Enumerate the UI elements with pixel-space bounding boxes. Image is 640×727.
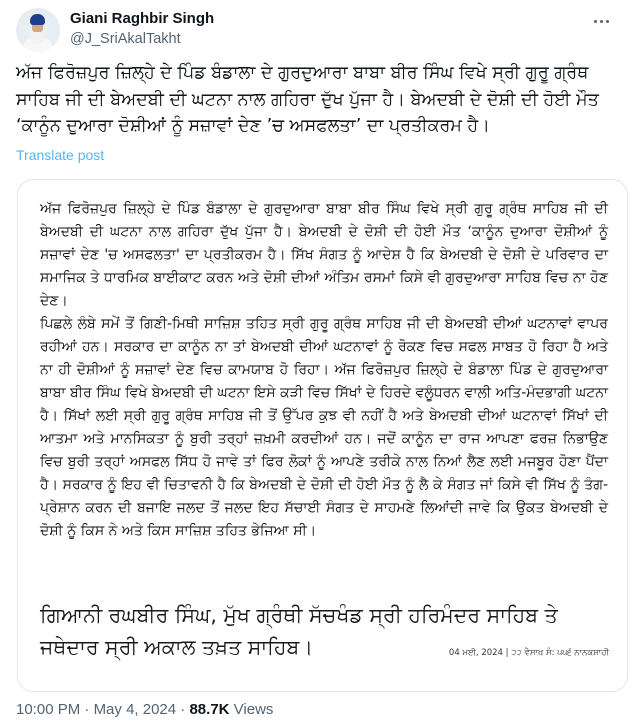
author-display-name[interactable]: Giani Raghbir Singh	[70, 10, 215, 27]
dot	[606, 20, 609, 23]
translate-post-link[interactable]: Translate post	[16, 147, 105, 163]
statement-paragraph: ਅੱਜ ਫਿਰੋਜ਼ਪੁਰ ਜ਼ਿਲ੍ਹੇ ਦੇ ਪਿੰਡ ਬੰਡਾਲਾ ਦੇ ਗੁਰਦੁਆਰਾ ਬਾਬਾ ਬੀਰ ਸਿੰਘ ਵਿਖੇ ਸ੍ਰੀ ਗੁਰੂ ਗ੍ਰੰਥ ਸਾਹਿਬ ਜੀ ਦੀ ਬੇਅਦਬੀ ਦੀ ਘਟਨਾ ਨਾਲ ਗਹਿਰਾ ਦੁੱਖ ਪੁੱਜਾ ਹੈ। ਬੇਅਦਬੀ ਦੇ ਦੋਸ਼ੀ ਦੀ ਹੋਈ ਮੌਤ ‘ਕਾਨੂੰਨ ਦੁਆਰਾ ਦੋਸ਼ੀਆਂ ਨੂੰ ਸਜ਼ਾਵਾਂ ਦੇਣ 'ਚ ਅਸਫਲਤਾ' ਦਾ ਪ੍ਰਤੀਕਰਮ ਹੈ। ਸਿੱਖ ਸੰਗਤ ਨੂੰ ਆਦੇਸ਼ ਹੈ ਕਿ ਬੇਅਦਬੀ ਦੇ ਦੋਸ਼ੀ ਦੇ ਪਰਿਵਾਰ ਦਾ ਸਮਾਜਿਕ ਤੇ ਧਾਰਮਿਕ ਬਾਈਕਾਟ ਕਰਨ ਅਤੇ ਦੋਸ਼ੀ ਦੀਆਂ ਅੰਤਿਮ ਰਸਮਾਂ ਕਿਸੇ ਵੀ ਗੁਰਦੁਆਰਾ ਸਾਹਿਬ ਵਿਚ ਨਾ ਹੋਣ ਦੇਣ।	[40, 201, 608, 309]
dot	[594, 20, 597, 23]
statement-paragraph: ਪਿਛਲੇ ਲੰਬੇ ਸਮੇਂ ਤੋਂ ਗਿਣੀ-ਮਿਥੀ ਸਾਜ਼ਿਸ਼ ਤਹਿਤ ਸ੍ਰੀ ਗੁਰੂ ਗ੍ਰੰਥ ਸਾਹਿਬ ਜੀ ਦੀ ਬੇਅਦਬੀ ਦੀਆਂ ਘਟਨਾਵਾਂ ਵਾਪਰ ਰਹੀਆਂ ਹਨ। ਸਰਕਾਰ ਦਾ ਕਾਨੂੰਨ ਨਾ ਤਾਂ ਬੇਅਦਬੀ ਦੀਆਂ ਘਟਨਾਵਾਂ ਨੂੰ ਰੋਕਣ ਵਿਚ ਸਫਲ ਸਾਬਤ ਹੋ ਰਿਹਾ ਹੈ ਅਤੇ ਨਾ ਹੀ ਦੋਸ਼ੀਆਂ ਨੂੰ ਸਜ਼ਾਵਾਂ ਦੇਣ ਵਿਚ ਕਾਮਯਾਬ ਹੋ ਰਿਹਾ। ਅੱਜ ਫਿਰੋਜ਼ਪੁਰ ਜ਼ਿਲ੍ਹੇ ਦੇ ਬੰਡਾਲਾ ਪਿੰਡ ਦੇ ਗੁਰਦੁਆਰਾ ਬਾਬਾ ਬੀਰ ਸਿੰਘ ਵਿਖੇ ਬੇਅਦਬੀ ਦੀ ਘਟਨਾ ਇਸੇ ਕੜੀ ਵਿਚ ਸਿੱਖਾਂ ਦੇ ਹਿਰਦੇ ਵਲੂੰਧਰਨ ਵਾਲੀ ਅਤਿ-ਮੰਦਭਾਗੀ ਘਟਨਾ ਹੈ। ਸਿੱਖਾਂ ਲਈ ਸ੍ਰੀ ਗੁਰੂ ਗ੍ਰੰਥ ਸਾਹਿਬ ਜੀ ਤੋਂ ਉੱਪਰ ਕੁਝ ਵੀ ਨਹੀਂ ਹੈ ਅਤੇ ਬੇਅਦਬੀ ਦੀਆਂ ਘਟਨਾਵਾਂ ਸਿੱਖਾਂ ਦੀ ਆਤਮਾ ਅਤੇ ਮਾਨਸਿਕਤਾ ਨੂੰ ਬੁਰੀ ਤਰ੍ਹਾਂ ਜ਼ਖ਼ਮੀ ਕਰਦੀਆਂ ਹਨ। ਜਦੋਂ ਕਾਨੂੰਨ ਦਾ ਰਾਜ ਆਪਣਾ ਫਰਜ਼ ਨਿਭਾਉਣ ਵਿਚ ਬੁਰੀ ਤਰ੍ਹਾਂ ਅਸਫਲ ਸਿੱਧ ਹੋ ਜਾਵੇ ਤਾਂ ਫਿਰ ਲੋਕਾਂ ਨੂੰ ਆਪਣੇ ਤਰੀਕੇ ਨਾਲ ਨਿਆਂ ਲੈਣ ਲਈ ਮਜਬੂਰ ਹੋਣਾ ਪੈਂਦਾ ਹੈ। ਸਰਕਾਰ ਨੂੰ ਇਹ ਵੀ ਚਿਤਾਵਨੀ ਹੈ ਕਿ ਬੇਅਦਬੀ ਦੇ ਦੋਸ਼ੀ ਦੀ ਹੋਈ ਮੌਤ ਨੂੰ ਲੈ ਕੇ ਸੰਗਤ ਜਾਂ ਕਿਸੇ ਵੀ ਸਿੱਖ ਨੂੰ ਤੰਗ-ਪ੍ਰੇਸ਼ਾਨ ਕਰਨ ਦੀ ਬਜਾਇ ਜਲਦ ਤੋਂ ਜਲਦ ਇਹ ਸੱਚਾਈ ਸੰਗਤ ਦੇ ਸਾਹਮਣੇ ਲਿਆਂਦੀ ਜਾਵੇ ਕਿ ਉਕਤ ਬੇਅਦਬੀ ਦੇ ਦੋਸ਼ੀ ਨੂੰ ਕਿਸ ਨੇ ਅਤੇ ਕਿਸ ਸਾਜ਼ਿਸ਼ ਤਹਿਤ ਭੇਜਿਆ ਸੀ।	[40, 316, 609, 539]
meta-separator: ·	[180, 701, 186, 718]
avatar-turban	[30, 14, 45, 25]
tweet-text: ਅੱਜ ਫਿਰੋਜ਼ਪੁਰ ਜ਼ਿਲ੍ਹੇ ਦੇ ਪਿੰਡ ਬੰਡਾਲਾ ਦੇ ਗੁਰਦੁਆਰਾ ਬਾਬਾ ਬੀਰ ਸਿੰਘ ਵਿਖੇ ਸ੍ਰੀ ਗੁਰੂ ਗ੍ਰੰਥ ਸਾਹਿਬ ਜੀ ਦੀ ਬੇਅਦਬੀ ਦੀ ਘਟਨਾ ਨਾਲ ਗਹਿਰਾ ਦੁੱਖ ਪੁੱਜਾ ਹੈ। ਬੇਅਦਬੀ ਦੇ ਦੋਸ਼ੀ ਦੀ ਹੋਈ ਮੌਤ ‘ਕਾਨੂੰਨ ਦੁਆਰਾ ਦੋਸ਼ੀਆਂ ਨੂੰ ਸਜ਼ਾਵਾਂ ਦੇਣ ’ਚ ਅਸਫਲਤਾ’ ਦਾ ਪ੍ਰਤੀਕਰਮ ਹੈ।	[16, 63, 599, 136]
statement-body	[40, 198, 608, 543]
meta-separator: ·	[84, 701, 90, 718]
statement-date: 04 ਮਈ, 2024 | ੨੨ ਵੈਸਾਖ ਸੰ: ੫੫੬ ਨਾਨਕਸ਼ਾਹੀ	[448, 648, 609, 658]
tweet-header	[14, 6, 626, 50]
tweet-date[interactable]: May 4, 2024	[93, 701, 177, 718]
author-names	[70, 9, 214, 49]
attached-image-card[interactable]	[17, 179, 628, 692]
dot	[600, 20, 603, 23]
views-count: 88.7K	[189, 701, 230, 718]
author-handle[interactable]: @J_SriAkalTakht	[70, 31, 181, 47]
tweet-time[interactable]: 10:00 PM	[16, 701, 81, 718]
views-label: Views	[233, 701, 274, 718]
tweet-meta	[16, 701, 273, 718]
avatar[interactable]	[16, 8, 60, 52]
more-options-icon[interactable]	[590, 16, 612, 26]
statement-signature: ਗਿਆਨੀ ਰਘਬੀਰ ਸਿੰਘ, ਮੁੱਖ ਗ੍ਰੰਥੀ ਸੱਚਖੰਡ ਸ੍ਰੀ ਹਰਿਮੰਦਰ ਸਾਹਿਬ ਤੇ ਜਥੇਦਾਰ ਸ੍ਰੀ ਅਕਾਲ ਤਖ਼ਤ ਸਾਹਿਬ।	[40, 603, 558, 659]
